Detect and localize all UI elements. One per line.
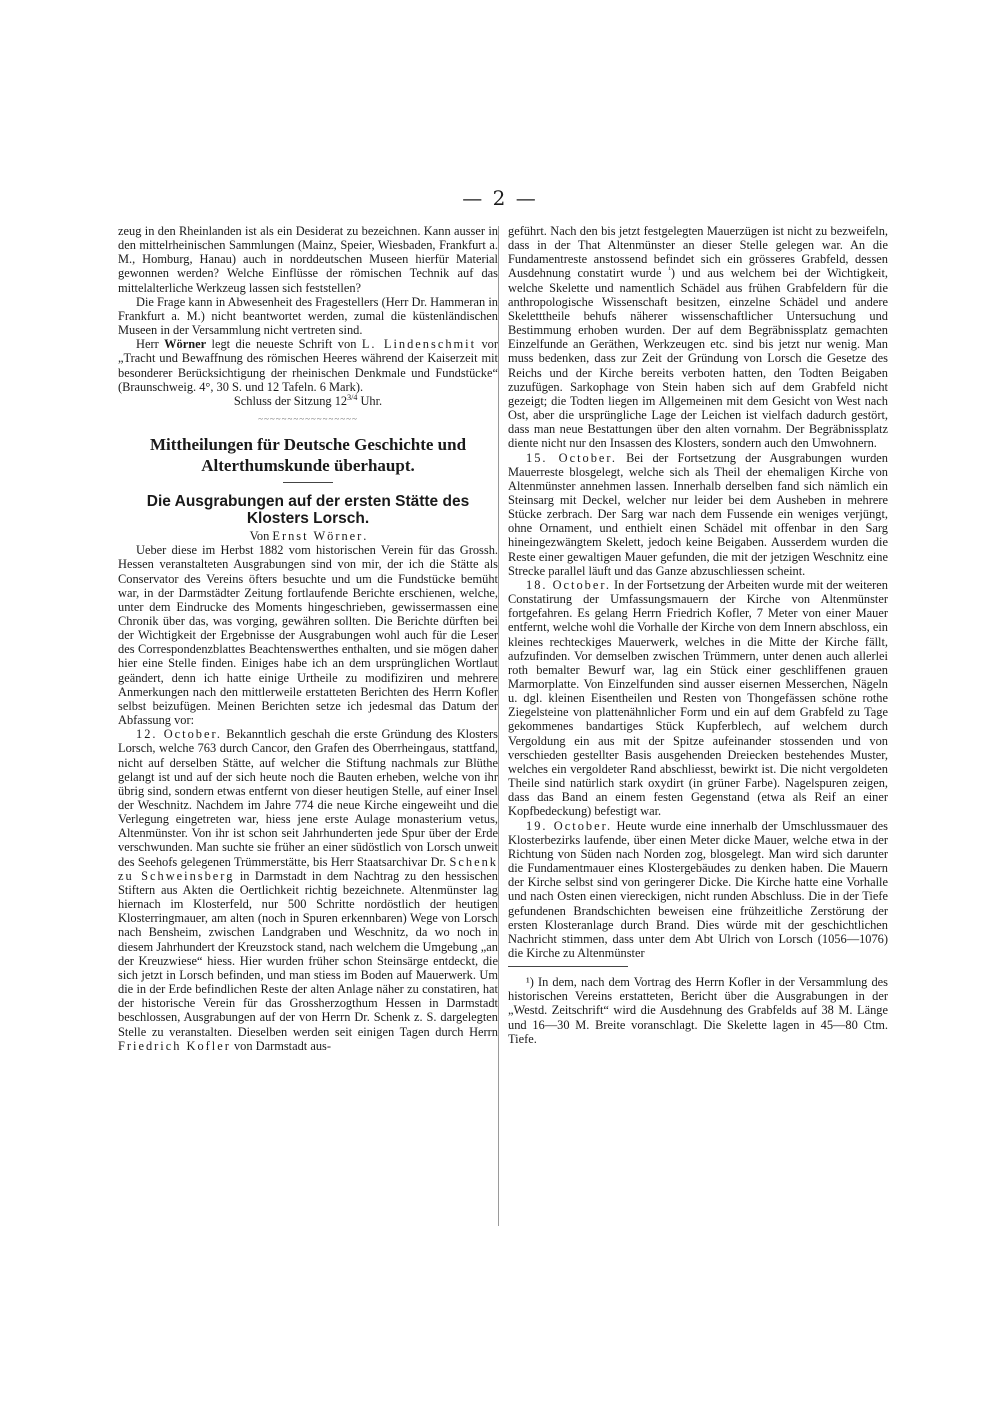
right-column [508, 224, 888, 1046]
ornament-divider: ~~~~~~~~~~~~~~~~~ [258, 414, 358, 425]
entry-date: 18. October. [526, 577, 611, 592]
article-author: Von Ernst Wörner. [249, 529, 367, 544]
person-name-kofler: Friedrich Kofler [118, 1038, 231, 1053]
entry-date: 12. October. [136, 727, 223, 742]
entry-date: 19. October. [526, 818, 613, 833]
paragraph-answer: Die Frage kann in Abwesenheit des Fragestellers (Herr Dr. Hammeran in Frankfurt a. M.) nicht beantwortet werden, zumal die küstenländischen Museen in der Versammlung nicht vertreten sind. [118, 294, 498, 338]
column-divider [498, 226, 499, 1226]
page-number: — 2 — [462, 186, 538, 210]
person-name-schenk: Schenk zu Schweinsberg [118, 854, 498, 883]
paragraph-intro: Ueber diese im Herbst 1882 vom historischen Verein für das Grossh. Hessen veranstalteten Ausgrabungen sind von mir, der ich die Stätte als Conservator des Vereins öfters besuchte und um die Fundstücke bemüht war, in der Darmstädter Zeitung fortlaufende Berichte erschienen, welche, unter dem Eindrucke des Moments hingeschrieben, gewissermassen eine Chronik über das, was vorging, gewähren sollten. Die Berichte dürften bei der Wichtigkeit der Ergebnisse der Ausgrabungen wohl auch für die Leser des Correspondenzblattes Beachtenswerthes enthalten, und sie mögen daher hier eine Stelle finden. Einiges habe ich an dem ursprünglichen Wortlaut geändert, denn ich hatte einige Urtheile zu modifiziren und mehrere Anmerkungen nach den mittlerweile erstatteten Berichten des Herrn Kofler selbst beizufügen. Meinen Berichten setze ich jedesmal das Datum der Abfassung vor: [118, 543, 498, 728]
section-title: Mittheilungen für Deutsche Geschichte und Alterthumskunde überhaupt. [149, 435, 467, 476]
paragraph-question-end: zeug in den Rheinlanden ist als ein Desiderat zu bezeichnen. Kann ausser in den mittelrheinischen Sammlungen (Mainz, Speier, Wiesbaden, Frankfurt a. M., Homburg, Hanau) auch in norddeutschen Museen hierfür Material gewonnen werden? Welche Einflüsse der römischen Technik auf das mittelalterliche Werkzeug lassen sich feststellen? [118, 224, 498, 295]
paragraph-12-october: 12. October. Bekanntlich geschah die erste Gründung des Klosters Lorsch, welche 763 durch Cancor, den Grafen des Oberrheingaus, stattfand, nicht auf derselben Stätte, auf welcher die Stiftung nachmals zur Blüthe gelangt ist und auf der sich heute noch die Bauten erheben, welche von ihr übrig sind, sondern etwas entfernt von dieser heutigen Stelle, auf einer Insel der Weschnitz. Nachdem im Jahre 774 die neue Kirche eingeweiht und die Verlegung eingetreten war, hiess jene erste Aulage monasterium vetus, Altenmünster. Von ihr ist schon seit Jahrhunderten jede Spur über der Erde verschwunden. Man suchte sie früher an einer südöstlich von Lorsch unweit des Seehofs gelegenen Trümmerstätte, bis Herr Staatsarchivar Dr. Schenk zu Schweinsberg in Darmstadt in dem Nachtrag zu den hessischen Stiftern aus Akten die Oertlichkeit richtig bezeichnete. Altenmünster lag hiernach im Klosterfeld, nur 500 Schritte nordöstlich der heutigen Klosterringmauer, am alten (noch in Spuren erkennbaren) Wege von Lorsch nach Bensheim, zwischen Landgraben und Weschnitz, da wo noch in diesem Jahrhundert der Kreuzstock stand, nach welchem die Umgebung „an der Kreuzwiese“ hiess. Hier wurden früher schon Steinsärge entdeckt, die sich jetzt in Lorsch befinden, und man stiess im Boden auf Mauerwerk. Um die in der Erde befindlichen Reste der alten Anlage näher zu constatiren, hat der historische Verein für das Grossherzogthum Hessen in Darmstadt beschlossen, Ausgrabungen auf der von Herrn Dr. Schenk z. S. dargelegten Stelle zu veranstalten. Dieselben werden seit einigen Tagen durch Herrn Friedrich Kofler von Darmstadt aus- [118, 727, 498, 1053]
article-title: Die Ausgrabungen auf der ersten Stätte des Klosters Lorsch. [146, 493, 470, 528]
speaker-name: Wörner [164, 337, 207, 352]
footnote-rule [508, 966, 628, 967]
paragraph-15-october: 15. October. Bei der Fortsetzung der Ausgrabungen wurden Mauerreste blosgelegt, welche sich als Theil der ehemaligen Kirche von Altenmünster annehmen lassen. Innerhalb derselben fand sich nämlich ein Steinsarg mit Deckel, welcher nur leider bei dem Ausheben in mehrere Stücke zerbrach. Der Sarg war nach dem Fussende ein weniges verjüngt, ohne Ornament, und enthielt einen Schädel mit offenbar in den Sarg hineingezwängtem Skelett, jedoch keine Beigaben. Ausserdem wurden die Reste einer gewaltigen Mauer gefunden, die mit der jetzigen Weschnitz eine Strecke parallel läuft und das Ganze abzuschliessen scheint. [508, 450, 888, 578]
entry-date: 15. October. [526, 450, 617, 465]
section-rule [283, 482, 333, 483]
author-name-lindenschmit: L. Lindenschmit [361, 337, 477, 352]
paragraph-19-october: 19. October. Heute wurde eine innerhalb der Umschlussmauer des Klosterbezirks laufende, über einen Meter dicke Mauer, welche etwa in der Richtung von Süden nach Norden zog, blosgelegt. Man wird sich darunter die Fundamentmauer eines Klostergebäudes zu denken haben. Die Mauern der Kirche selbst sind von geringerer Dicke. Die Kirche hatte eine Vorhalle und nach Osten einen viereckigen, nicht runden Abschluss. Die in der Tiefe gefundenen Brandschichten beweisen eine frühzeitliche Zerstörung der ersten Klosteranlage durch Brand. Dies würde mit der geschichtlichen Nachricht stimmen, dass unter dem Abt Ulrich von Lorsch (1056—1076) die Kirche zu Altenmünster [508, 818, 888, 960]
paragraph-continuation: geführt. Nach den bis jetzt festgelegten Mauerzügen ist nicht zu bezweifeln, dass in der That Altenmünster an dieser Stelle gelegen war. An die Fundamentreste anstossend befindet sich ein grösseres Grabfeld, dessen Ausdehnung constatirt wurde $^{^1}$) und aus welchem bei der Wichtigkeit, welche Skelette und namentlich Schädel aus frühen Grabfeldern für die anthropologische Wissenschaft besitzen, einzelne Schädel und andere Skeletttheile behufs näherer wissenschaftlicher Untersuchung und Bestimmung erhoben wurden. Der auf dem Begräbnissplatz gemachten Einzelfunde an Geräthen, Werkzeugen etc. sind bis jetzt nur wenig. Man muss bedenken, dass zur Zeit der Gründung von Lorsch die Gesetze des Reichs und der Kirche bereits verboten hatten, den Todten Beigaben zuzufügen. Sarkophage von Stein haben sich auf dem Grabfeld nicht gezeigt; die Todten liegen im Allgemeinen mit dem Gesicht von West nach Ost, aber die ursprüngliche Lage der Leichen ist vielfach dadurch gestört, dass man neue Bestattungen über den alten vornahm. Der Begräbnissplatz diente nicht nur den Insassen des Klosters, sondern auch den Umwohnern. [508, 224, 888, 451]
paragraph-woerner: Herr Wörner legt die neueste Schrift von L. Lindenschmit vor „Tracht und Bewaffnung des römischen Heeres während der Kaiserzeit mit besonderer Berücksichtigung der rheinischen Denkmale und Fundstücke“ (Braunschweig. 4°, 30 S. und 12 Tafeln. 6 Mark). [118, 337, 498, 394]
footnote-marker: ¹ [668, 265, 671, 275]
left-column [118, 224, 498, 1053]
paragraph-18-october: 18. October. In der Fortsetzung der Arbeiten wurde mit der weiteren Constatirung der Umfassungsmauern der Kirche von Altenmünster fortgefahren. Es gelang Herrn Friedrich Kofler, 7 Meter von einer Mauer entfernt, welche wohl die Vorhalle der Kirche von dem Innern abschloss, ein kleines rechteckiges Mauerwerk, welches in die Mitte der Kirche fällt, aufzufinden. Vor demselben zwischen Trümmern, unter denen auch allerlei roth bemalter Bewurf war, lag ein Stück einer geschliffenen grauen Marmorplatte. Von Einzelfunden sind ausser eisernen Messerchen, Nägeln u. dgl. kleinen Eisentheilen und Resten von Thongefässen schöne rothe Ziegelsteine von plattenähnlicher Form und ein auf dem Grabfeld zu Tage gekommenes bandartiges Stück Kupferblech, auf welchem durch Vergoldung ein aus mit der Spitze aufeinander stossenden und von verschieden gestellter Basis ausgehenden Dreiecken bestehendes Muster, welches ein vergoldeter Rand abschliesst, bewirkt ist. Die nicht vergoldeten Theile sind natürlich stark oxydirt (in grüner Farbe). Nagelspuren zeigen, dass das Band an einem festen Gegenstand (etwa als Reif an einer Kopfbedeckung) befestigt war. [508, 577, 888, 819]
footnote: ¹) In dem, nach dem Vortrag des Herrn Kofler in der Versammlung des historischen Vereins erstatteten, Bericht über die Ausgrabungen in der „Westd. Zeitschrift“ wird die Ausdehnung des Grabfelds auf 38 M. Länge und 16—30 M. Breite voranschlagt. Die Skelette lagen in 45—80 Ctm. Tiefe. [508, 975, 888, 1046]
session-closing: Schluss der Sitzung $12^{3/4}$ Uhr. [233, 392, 383, 408]
